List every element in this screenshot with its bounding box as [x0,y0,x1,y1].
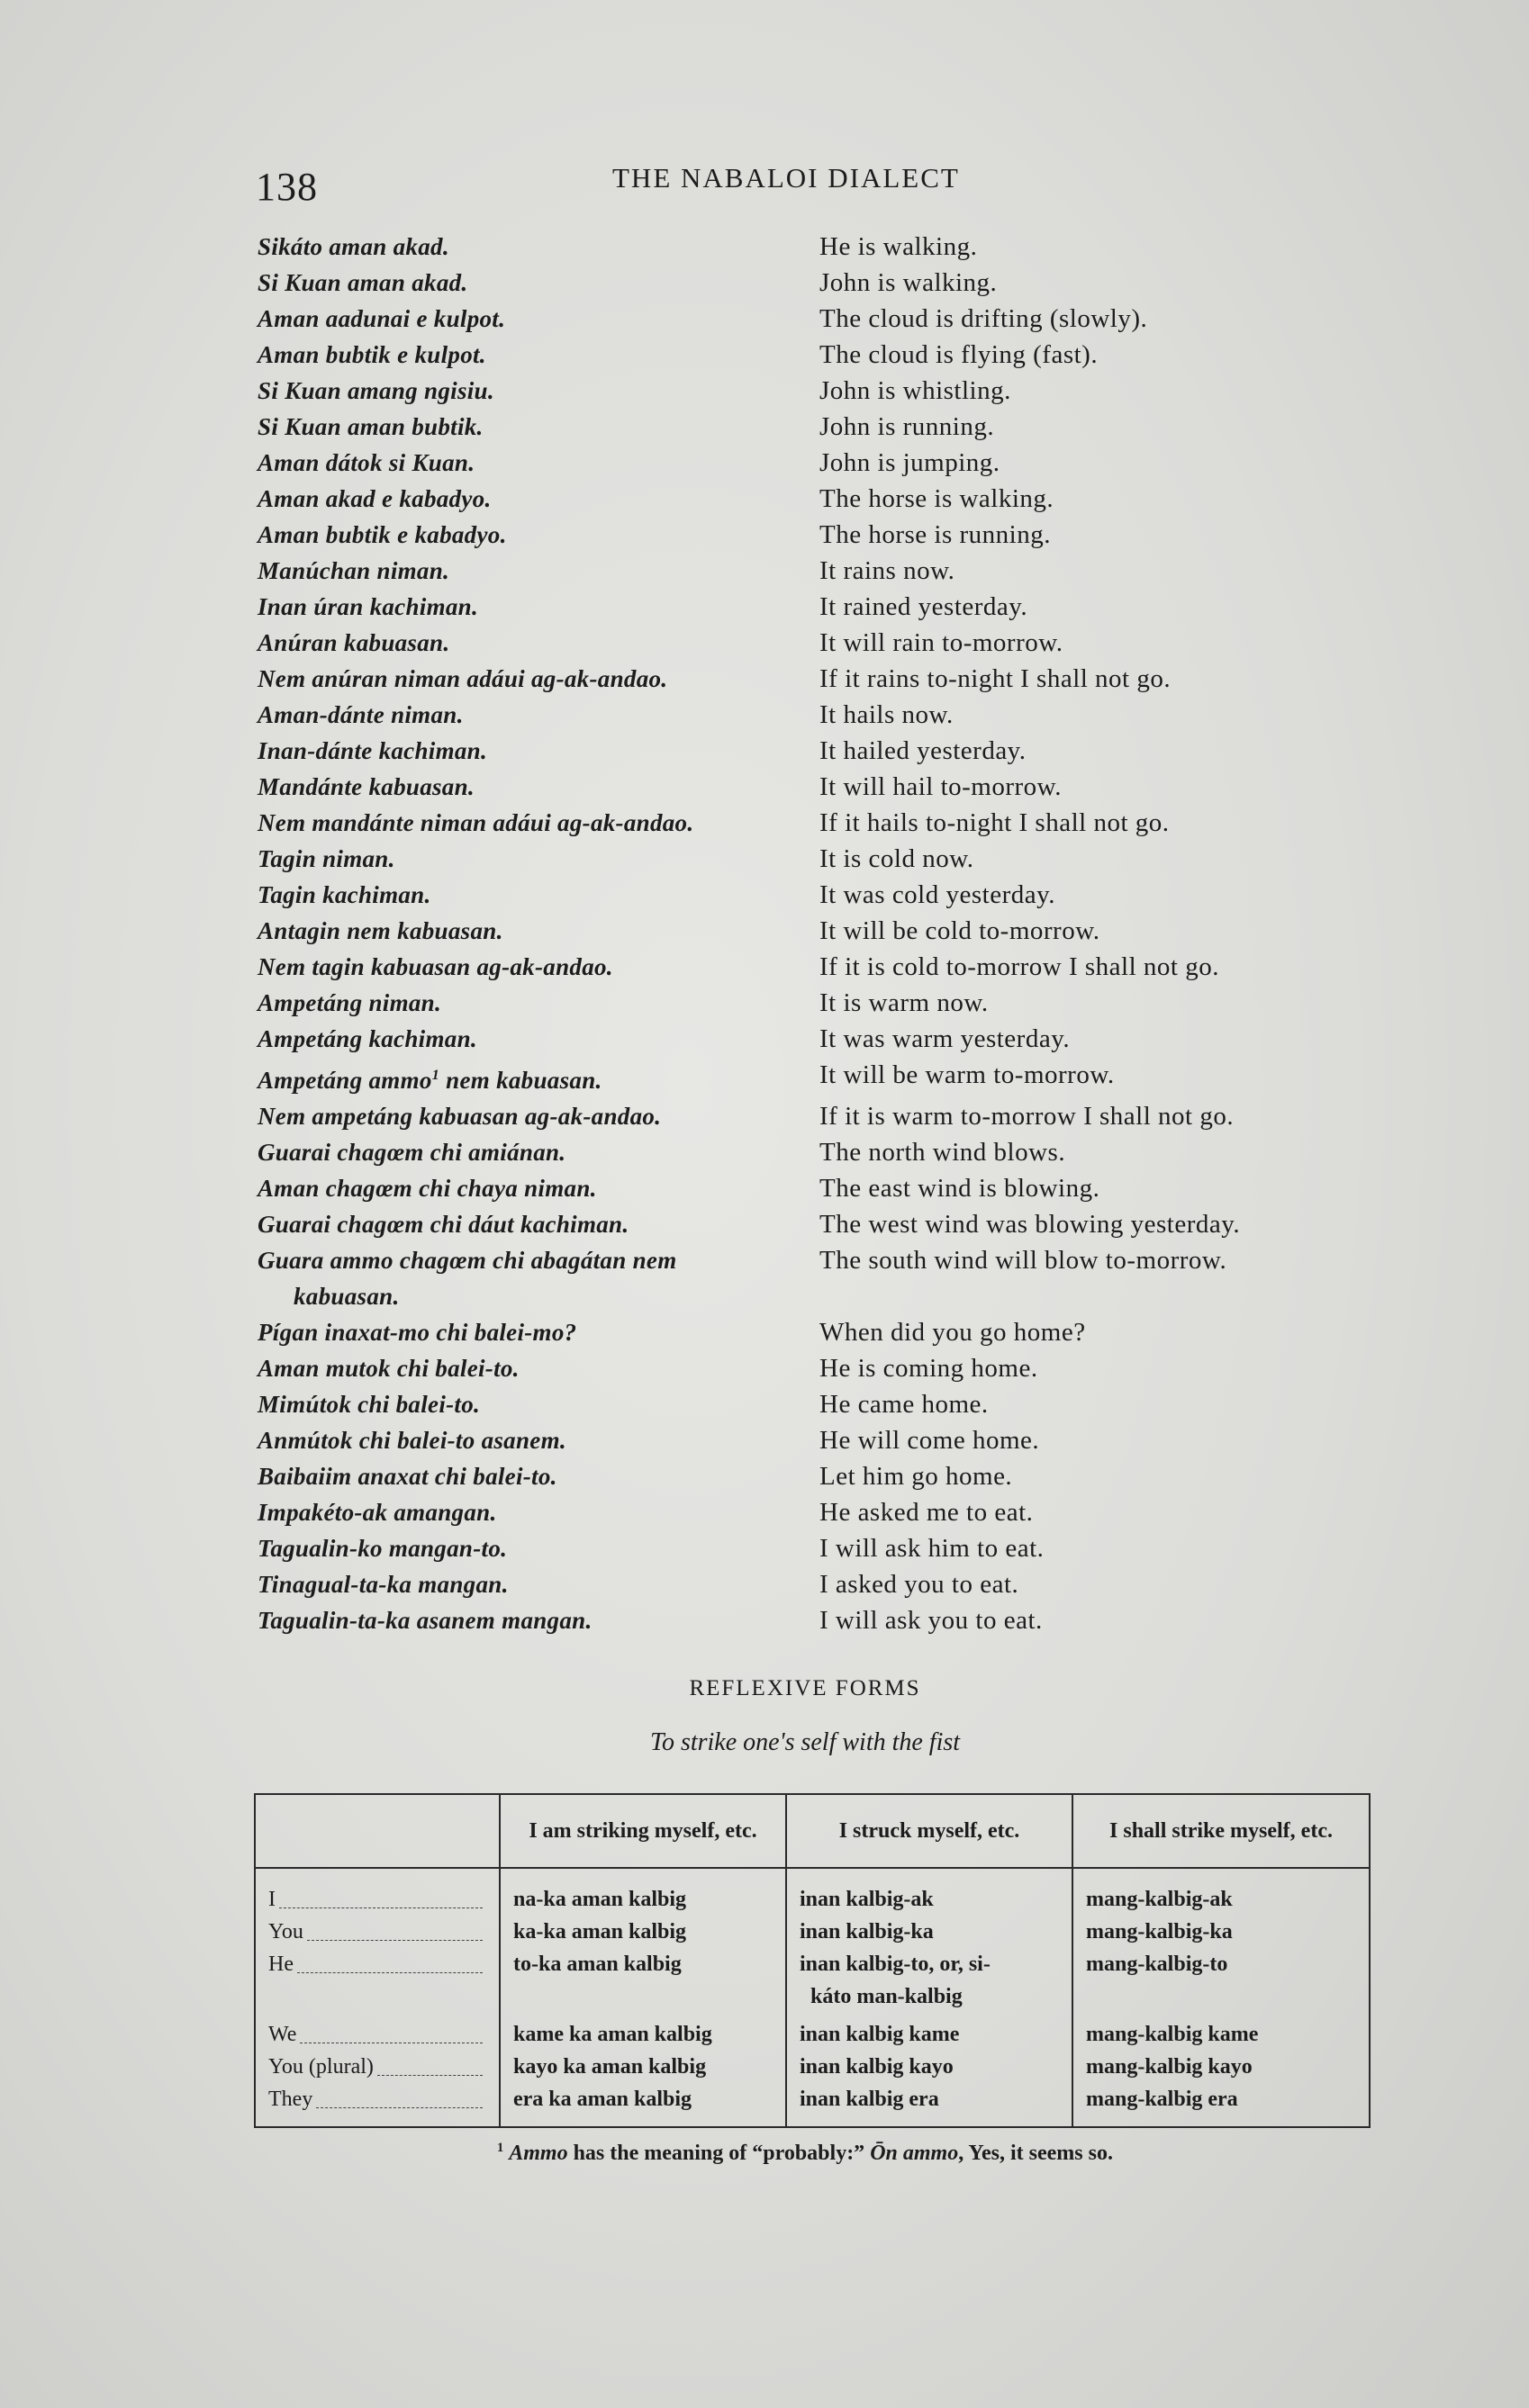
phrase-row [258,337,1383,373]
english-translation: John is walking. [819,268,998,297]
future-form-cell [1072,1916,1370,1948]
nabaloi-text: Aman chagœm chi chaya niman. [258,1175,597,1202]
phrase-row [258,1602,1383,1638]
past-form: inan kalbig kayo [800,2055,954,2079]
english-translation: The cloud is drifting (slowly). [819,304,1148,333]
phrase-row [258,805,1383,841]
english-translation: I asked you to eat. [819,1570,1019,1599]
nabaloi-phrase [258,1242,819,1314]
phrase-row [258,409,1383,445]
present-form-cell [500,1916,786,1948]
nabaloi-phrase [258,445,819,481]
phrase-row [258,949,1383,985]
phrase-row [258,1530,1383,1566]
leader-dots [297,1972,483,1973]
phrase-row [258,769,1383,805]
nabaloi-phrase [258,409,819,445]
nabaloi-text: Nem ampetáng kabuasan ag-ak-andao. [258,1103,662,1130]
nabaloi-phrase [258,1134,819,1170]
phrase-row [258,877,1383,913]
english-translation: I will ask him to eat. [819,1534,1045,1563]
english-translation: The cloud is flying (fast). [819,340,1099,369]
phrase-row [258,1386,1383,1422]
nabaloi-text: Inan úran kachiman. [258,593,479,620]
future-form: mang-kalbig kame [1086,2023,1259,2046]
leader-dots [307,1940,483,1941]
phrase-row [258,481,1383,517]
table-header-row [255,1794,1370,1868]
past-form-cell [786,2051,1072,2083]
phrase-row [258,697,1383,733]
nabaloi-phrase [258,697,819,733]
past-form-cell [786,2013,1072,2051]
nabaloi-text: Mandánte kabuasan. [258,773,475,800]
nabaloi-text: Tagualin-ta-ka asanem mangan. [258,1607,593,1634]
nabaloi-phrase [258,589,819,625]
past-form: inan kalbig-ka [800,1920,934,1944]
nabaloi-phrase [258,553,819,589]
nabaloi-text: Inan-dánte kachiman. [258,737,488,764]
nabaloi-phrase [258,265,819,301]
nabaloi-text: Aman dátok si Kuan. [258,449,475,476]
phrase-row [258,1458,1383,1494]
phrase-row [258,589,1383,625]
pronoun-label: You (plural) [268,2055,374,2079]
nabaloi-text: Impakéto-ak amangan. [258,1499,497,1526]
english-translation: The east wind is blowing. [819,1174,1100,1203]
pronoun-label: You [268,1920,303,1944]
nabaloi-phrase [258,1566,819,1602]
present-form: kame ka aman kalbig [513,2023,712,2046]
english-translation: John is jumping. [819,448,1000,477]
nabaloi-text: Anmútok chi balei-to asanem. [258,1427,566,1454]
nabaloi-text: Guarai chagœm chi amiánan. [258,1139,566,1166]
footnote-text: has the meaning of “probably:” [567,2142,871,2165]
nabaloi-text: Tagualin-ko mangan-to. [258,1535,508,1562]
footnote-marker: 1 [497,2141,504,2155]
table-row [255,1948,1370,2013]
phrase-row [258,985,1383,1021]
present-form: na-ka aman kalbig [513,1888,687,1911]
nabaloi-phrase [258,301,819,337]
present-form: era ka aman kalbig [513,2088,692,2111]
nabaloi-phrase [258,769,819,805]
english-translation: It hails now. [819,700,954,729]
table-row [255,2083,1370,2127]
english-translation: He asked me to eat. [819,1498,1034,1527]
phrase-row [258,1242,1383,1314]
english-translation: He is walking. [819,232,978,261]
nabaloi-text: Nem tagin kabuasan ag-ak-andao. [258,953,613,980]
phrase-row [258,625,1383,661]
phrase-row [258,1021,1383,1057]
past-form: inan kalbig era [800,2088,939,2111]
phrase-row [258,733,1383,769]
english-translation: It is cold now. [819,844,974,873]
phrase-row [258,841,1383,877]
footnote [0,2141,1529,2166]
english-translation: The horse is walking. [819,484,1054,513]
nabaloi-phrase [258,733,819,769]
nabaloi-text: Si Kuan aman bubtik. [258,413,484,440]
past-form: inan kalbig-ak [800,1888,934,1911]
leader-dots [316,2107,483,2108]
english-translation: The south wind will blow to-morrow. [819,1246,1227,1275]
phrase-row [258,1170,1383,1206]
nabaloi-phrase [258,229,819,265]
present-form-cell [500,1948,786,2013]
pronoun-cell [255,2083,500,2127]
phrase-row [258,373,1383,409]
nabaloi-phrase [258,1602,819,1638]
past-form: inan kalbig-to, or, si- [800,1953,991,1976]
future-form-cell [1072,2013,1370,2051]
present-form: ka-ka aman kalbig [513,1920,687,1944]
phrase-row [258,445,1383,481]
pronoun-cell [255,1916,500,1948]
nabaloi-phrase [258,1057,819,1098]
future-form-cell [1072,2083,1370,2127]
phrase-row [258,1206,1383,1242]
nabaloi-text: nem kabuasan. [439,1067,602,1094]
present-form-cell [500,2051,786,2083]
english-translation: He is coming home. [819,1354,1038,1383]
english-translation: He came home. [819,1390,989,1419]
nabaloi-phrase [258,1206,819,1242]
nabaloi-phrase [258,985,819,1021]
phrase-row [258,661,1383,697]
nabaloi-text: Nem anúran niman adáui ag-ak-andao. [258,665,668,692]
nabaloi-phrase [258,625,819,661]
english-translation: If it is warm to-morrow I shall not go. [819,1102,1235,1131]
pronoun-label: He [268,1953,294,1976]
nabaloi-text: Aman bubtik e kabadyo. [258,521,507,548]
column-header: I struck myself, etc. [786,1794,1072,1868]
present-form-cell [500,2013,786,2051]
phrase-row [258,1350,1383,1386]
phrase-row [258,301,1383,337]
english-translation: John is whistling. [819,376,1011,405]
nabaloi-phrase [258,1494,819,1530]
footnote-example: Ōn ammo [870,2142,959,2165]
phrase-row [258,517,1383,553]
english-translation: It will rain to-morrow. [819,628,1063,657]
present-form: kayo ka aman kalbig [513,2055,707,2079]
pronoun-cell [255,2013,500,2051]
footnote-ref: 1 [431,1067,440,1083]
english-translation: It will be cold to-morrow. [819,916,1100,945]
nabaloi-phrase [258,1458,819,1494]
present-form-cell [500,1868,786,1916]
nabaloi-text: Ampetáng kachiman. [258,1025,477,1052]
nabaloi-text: Mimútok chi balei-to. [258,1391,481,1418]
table-caption: To strike one's self with the fist [649,1728,961,1756]
nabaloi-text: Tagin kachiman. [258,881,431,908]
past-form-cell [786,1948,1072,2013]
past-form-cell [786,2083,1072,2127]
english-translation: It will be warm to-morrow. [819,1060,1115,1089]
nabaloi-phrase [258,841,819,877]
phrase-row [258,265,1383,301]
nabaloi-phrase [258,1314,819,1350]
english-translation: John is running. [819,412,995,441]
future-form: mang-kalbig era [1086,2088,1238,2111]
nabaloi-text: Tinagual-ta-ka mangan. [258,1571,509,1598]
future-form-cell [1072,2051,1370,2083]
nabaloi-phrase [258,1098,819,1134]
table-row [255,2013,1370,2051]
past-form-continued: káto man-kalbig [810,1985,963,2008]
english-translation: It rains now. [819,556,955,585]
english-translation: The horse is running. [819,520,1051,549]
table-row [255,2051,1370,2083]
english-translation: It is warm now. [819,988,989,1017]
english-translation: I will ask you to eat. [819,1606,1043,1635]
english-translation: If it is cold to-morrow I shall not go. [819,952,1219,981]
nabaloi-phrase [258,481,819,517]
nabaloi-text: Ampetáng niman. [258,989,442,1016]
table-row [255,1868,1370,1916]
nabaloi-text-continued: kabuasan. [294,1283,400,1310]
reflexive-forms-table [254,1793,1371,2128]
future-form: mang-kalbig kayo [1086,2055,1253,2079]
nabaloi-phrase [258,337,819,373]
english-translation: It was warm yesterday. [819,1024,1071,1053]
phrase-row [258,1566,1383,1602]
column-header: I shall strike myself, etc. [1072,1794,1370,1868]
nabaloi-text: Nem mandánte niman adáui ag-ak-andao. [258,809,694,836]
nabaloi-phrase [258,1170,819,1206]
nabaloi-text: Si Kuan aman akad. [258,269,468,296]
section-heading: REFLEXIVE FORMS [689,1676,921,1700]
pronoun-cell [255,1868,500,1916]
nabaloi-phrase [258,877,819,913]
english-translation: The north wind blows. [819,1138,1066,1167]
nabaloi-phrase [258,517,819,553]
english-translation: If it hails to-night I shall not go. [819,808,1170,837]
pronoun-label: I [268,1888,276,1911]
phrase-list [258,229,1383,1638]
nabaloi-phrase [258,805,819,841]
english-translation: If it rains to-night I shall not go. [819,664,1172,693]
present-form: to-ka aman kalbig [513,1953,682,1976]
pronoun-label: We [268,2023,297,2046]
phrase-row [258,229,1383,265]
table-row [255,1916,1370,1948]
future-form: mang-kalbig-ak [1086,1888,1233,1911]
nabaloi-text: Anúran kabuasan. [258,629,450,656]
nabaloi-text: Pígan inaxat-mo chi balei-mo? [258,1319,577,1346]
phrase-row [258,1314,1383,1350]
phrase-row [258,1098,1383,1134]
nabaloi-text: Tagin niman. [258,845,395,872]
past-form: inan kalbig kame [800,2023,960,2046]
nabaloi-phrase [258,661,819,697]
future-form-cell [1072,1948,1370,2013]
page-number: 138 [256,165,318,209]
nabaloi-phrase [258,1350,819,1386]
phrase-row [258,1057,1383,1098]
future-form: mang-kalbig-ka [1086,1920,1233,1944]
english-translation: It will hail to-morrow. [819,772,1062,801]
nabaloi-text: Guara ammo chagœm chi abagátan nem [258,1247,677,1274]
nabaloi-text: Antagin nem kabuasan. [258,917,503,944]
present-form-cell [500,2083,786,2127]
leader-dots [279,1907,483,1908]
column-header [255,1794,500,1868]
nabaloi-text: Guarai chagœm chi dáut kachiman. [258,1211,629,1238]
english-translation: It hailed yesterday. [819,736,1027,765]
english-translation: Let him go home. [819,1462,1013,1491]
phrase-row [258,1494,1383,1530]
english-translation: It was cold yesterday. [819,880,1055,909]
nabaloi-phrase [258,949,819,985]
running-title: THE NABALOI DIALECT [612,162,960,194]
nabaloi-text: Aman-dánte niman. [258,701,464,728]
nabaloi-phrase [258,1530,819,1566]
nabaloi-phrase [258,1021,819,1057]
phrase-row [258,1422,1383,1458]
nabaloi-phrase [258,373,819,409]
past-form-cell [786,1916,1072,1948]
pronoun-cell [255,1948,500,2013]
pronoun-cell [255,2051,500,2083]
leader-dots [377,2075,483,2076]
footnote-term: Ammo [509,2142,568,2165]
nabaloi-text: Aman bubtik e kulpot. [258,341,486,368]
nabaloi-text: Aman mutok chi balei-to. [258,1355,520,1382]
future-form: mang-kalbig-to [1086,1953,1228,1976]
nabaloi-text: Ampetáng ammo [258,1067,432,1094]
english-translation: He will come home. [819,1426,1040,1455]
nabaloi-text: Manúchan niman. [258,557,450,584]
past-form-cell [786,1868,1072,1916]
phrase-row [258,1134,1383,1170]
nabaloi-text: Si Kuan amang ngisiu. [258,377,494,404]
phrase-row [258,913,1383,949]
pronoun-label: They [268,2088,313,2111]
nabaloi-phrase [258,913,819,949]
phrase-row [258,553,1383,589]
nabaloi-phrase [258,1422,819,1458]
nabaloi-text: Aman akad e kabadyo. [258,485,492,512]
footnote-text-end: , Yes, it seems so. [958,2142,1113,2165]
nabaloi-text: Sikáto aman akad. [258,233,449,260]
english-translation: It rained yesterday. [819,592,1028,621]
english-translation: The west wind was blowing yesterday. [819,1210,1241,1239]
future-form-cell [1072,1868,1370,1916]
nabaloi-text: Aman aadunai e kulpot. [258,305,506,332]
english-translation: When did you go home? [819,1318,1086,1347]
column-header: I am striking myself, etc. [500,1794,786,1868]
nabaloi-text: Baibaiim anaxat chi balei-to. [258,1463,557,1490]
nabaloi-phrase [258,1386,819,1422]
